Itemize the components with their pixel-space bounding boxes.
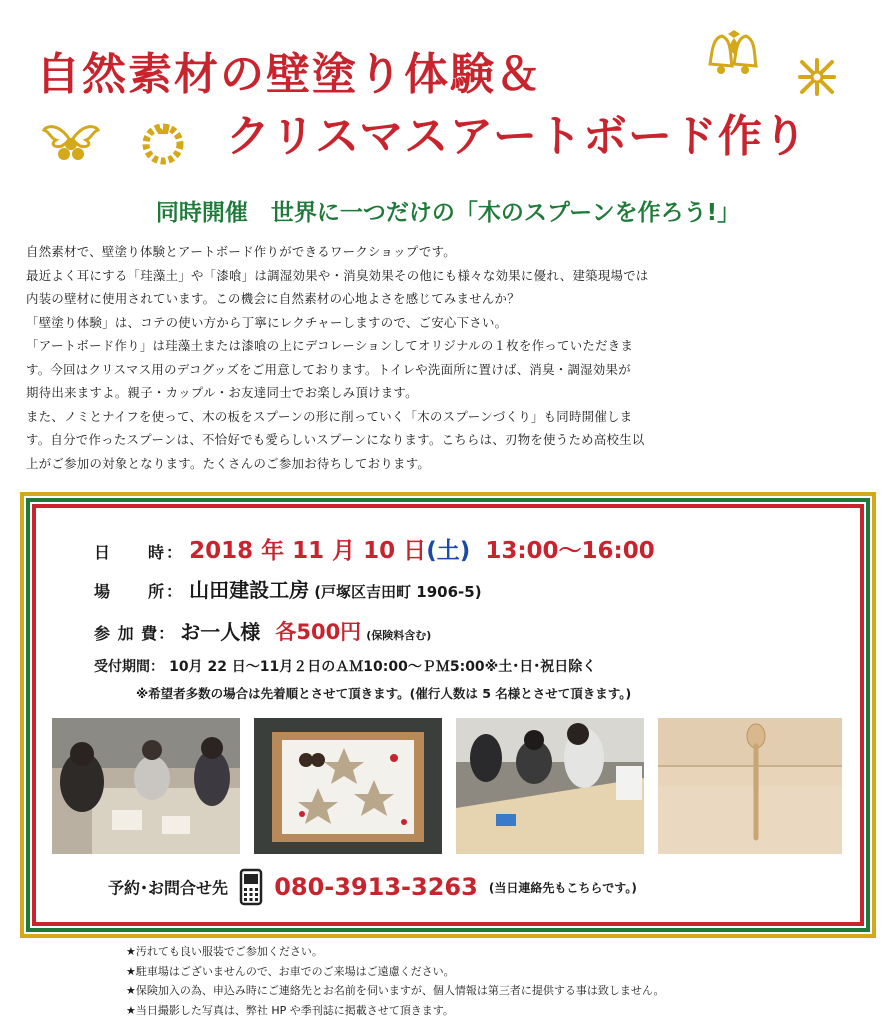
title-line-1: 自然素材の壁塗り体験＆ (36, 49, 542, 100)
intro-line: 内装の壁材に使用されています。この機会に自然素材の心地よさを感じてみませんか？ (26, 291, 520, 306)
intro-line: 「アートボード作り」は珪藻土または漆喰の上にデコレーションしてオリジナルの１枚を作っていただきま (26, 338, 634, 353)
intro-line: また、ノミとナイフを使って、木の板をスプーンの形に削っていく「木のスプーンづくり」も同時開催しま (26, 408, 633, 424)
date-day: 土 (436, 538, 460, 564)
intro-line: 自然素材で、壁塗り体験とアートボード作りができるワークショップです。 (26, 244, 456, 259)
intro-line: す。今回はクリスマス用のデコグッズをご用意しております。トイレや洗面所に置けば、消臭・調湿効果が (26, 361, 631, 377)
fee-label: 参 加 費： (94, 624, 176, 643)
fee-note: (保険料含む) (366, 629, 432, 642)
holly-icon (40, 116, 102, 168)
fee-amount: 各500円 (275, 620, 362, 644)
subtitle: 同時開催 世界に一つだけの「木のスプーンを作ろう!」 (155, 200, 741, 226)
wooden-spoon-photo (658, 718, 842, 854)
date-label: 日 時： (94, 543, 185, 562)
place-address: (戸塚区吉田町 1906-5) (314, 583, 482, 601)
wreath-icon (138, 116, 188, 168)
frame-red (32, 504, 864, 926)
contact (108, 868, 828, 906)
detail-place (94, 574, 482, 603)
intro-text (26, 240, 876, 475)
footnotes (126, 942, 665, 1020)
bells-icon (704, 28, 766, 84)
contact-phone: 080-3913-3263 (274, 873, 478, 901)
place-label: 場 所： (94, 582, 185, 601)
date-time: 13:00～16:00 (485, 538, 655, 564)
footnote: ★汚れても良い服装でご参加ください。 (126, 945, 323, 958)
snowflake-icon (796, 56, 838, 98)
title-line-2: クリスマスアートボード作り (226, 111, 808, 162)
intro-line: 上がご参加の対象となります。たくさんのご参加お待ちしております。 (26, 455, 431, 471)
detail-fee (94, 616, 431, 646)
footnote: ★当日撮影した写真は、弊社 HP や季刊誌に掲載させて頂きます。 (126, 1003, 454, 1017)
date-open: ( (426, 538, 437, 564)
date-close: ) (459, 538, 471, 564)
contact-note: (当日連絡先もこちらです。) (488, 880, 637, 895)
intro-line: す。自分で作ったスプーンは、不恰好でも愛らしいスプーンになります。こちらは、刃物を使うため高校生以 (26, 432, 645, 447)
footnote: ★駐車場はございませんので、お車でのご来場はご遠慮ください。 (126, 964, 455, 978)
period-label: 受付期間： (94, 659, 164, 675)
date-value: 2018 年 11 月 10 日 (189, 538, 427, 564)
detail-date (94, 532, 655, 565)
workshop-photo-1 (52, 718, 240, 854)
art-board-photo (254, 718, 442, 854)
fee-value: お一人様 (180, 620, 261, 644)
phone-icon (239, 868, 263, 906)
period-note: ※希望者多数の場合は先着順とさせて頂きます。(催行人数は 5 名様とさせて頂きます。) (136, 686, 632, 701)
intro-line: 「壁塗り体験」は、コテの使い方から丁寧にレクチャーしますので、ご安心下さい。 (26, 314, 508, 330)
intro-line: 期待出来ますよ。親子・カップル・お友達同士でお楽しみ頂けます。 (26, 385, 418, 400)
contact-label: 予約･お問合せ先 (108, 878, 229, 898)
intro-line: 最近よく耳にする「珪藻土」や「漆喰」は調湿効果や・消臭効果その他にも様々な効果に優れ、建築現場では (26, 267, 649, 283)
detail-period (94, 656, 596, 676)
spoon-workshop-photo (456, 718, 644, 854)
footnote: ★保険加入の為、申込み時にご連絡先とお名前を伺いますが、個人情報は第三者に提供する事は致しません。 (126, 984, 665, 997)
place-value: 山田建設工房 (189, 578, 310, 602)
period-value: 10月 22 日～11月２日のＡＭ10:00～ＰＭ5:00※土･日･祝日除く (169, 659, 597, 675)
